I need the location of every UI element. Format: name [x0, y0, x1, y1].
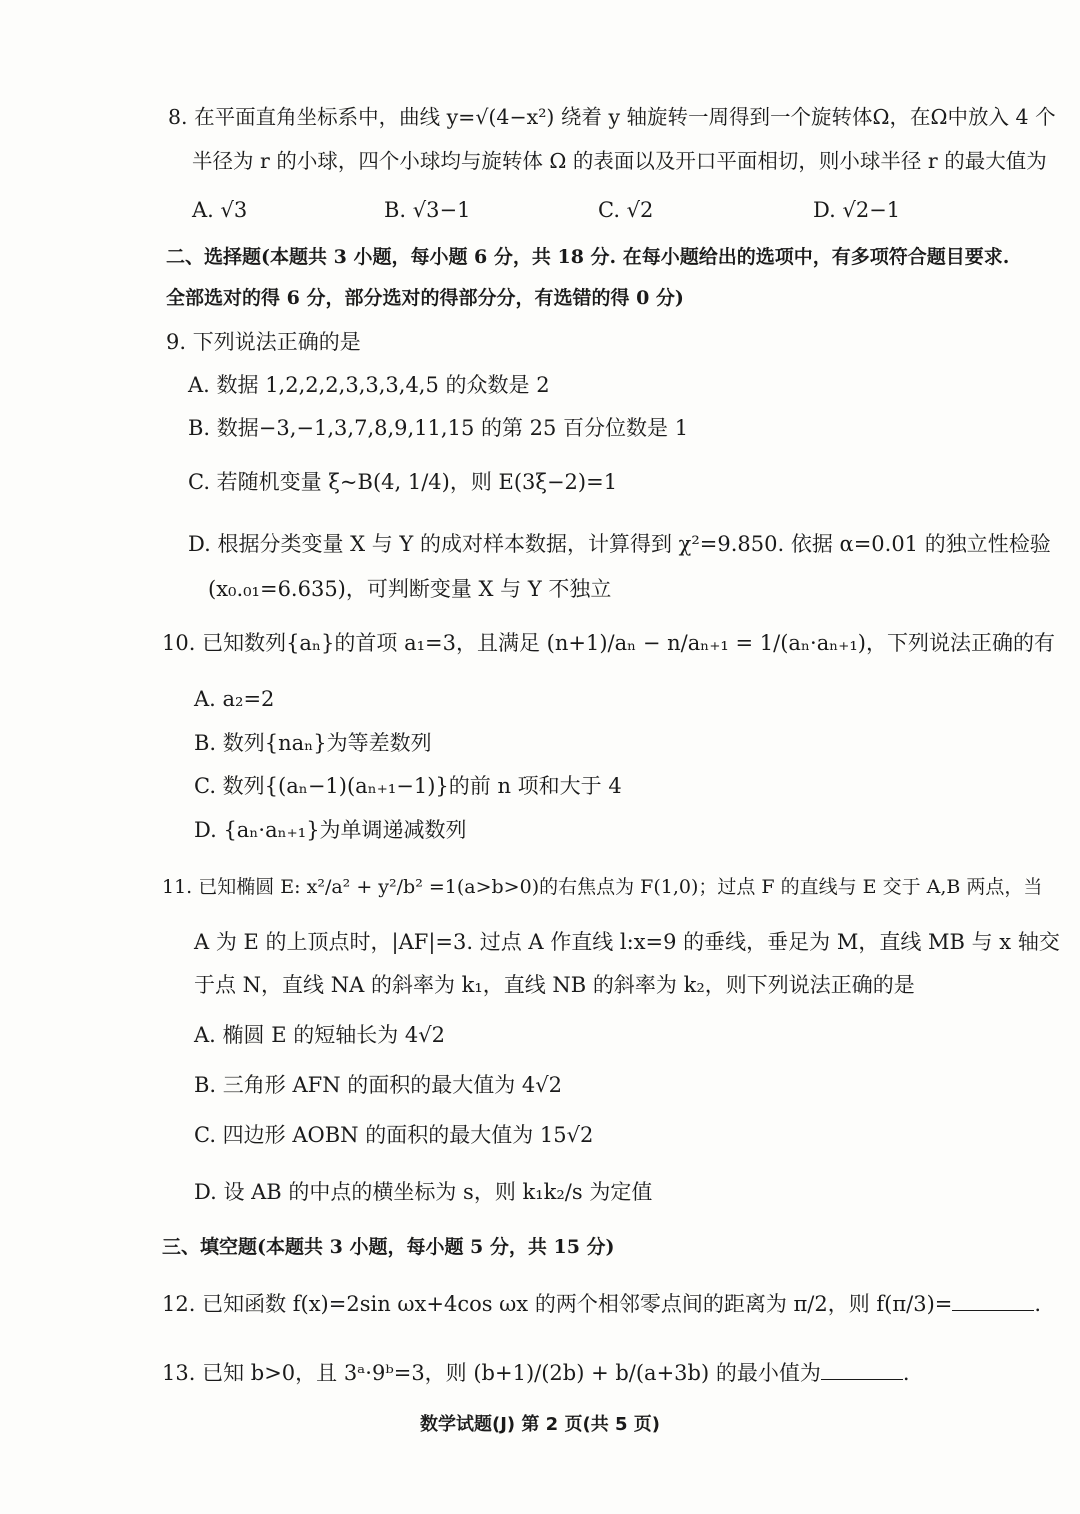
- q11-option-d: D. 设 AB 的中点的横坐标为 s，则 k₁k₂/s 为定值: [194, 1180, 653, 1204]
- q12-line: [162, 1288, 1041, 1319]
- q8-option-d: D. √2−1: [813, 198, 901, 222]
- q13-answer-blank[interactable]: [821, 1357, 903, 1380]
- q8-line2: 半径为 r 的小球，四个小球均与旋转体 Ω 的表面以及开口平面相切，则小球半径 r 的最大值为: [192, 149, 1047, 173]
- q13-end: .: [902, 1361, 910, 1385]
- q8-line1: 8. 在平面直角坐标系中，曲线 y=√(4−x²) 绕着 y 轴旋转一周得到一个旋转体Ω，在Ω中放入 4 个: [168, 105, 1056, 129]
- page-footer: 数学试题(J) 第 2 页(共 5 页): [420, 1414, 660, 1435]
- q9-option-b: B. 数据−3,−1,3,7,8,9,11,15 的第 25 百分位数是 1: [188, 416, 689, 440]
- q11-option-a: A. 椭圆 E 的短轴长为 4√2: [194, 1023, 445, 1047]
- q11-line3: 于点 N，直线 NA 的斜率为 k₁，直线 NB 的斜率为 k₂，则下列说法正确的是: [194, 973, 915, 997]
- section3-line1: 三、填空题(本题共 3 小题，每小题 5 分，共 15 分): [162, 1236, 615, 1258]
- q11-line1: 11. 已知椭圆 E: x²/a² + y²/b² =1(a>b>0)的右焦点为 F(1,0)；过点 F 的直线与 E 交于 A,B 两点，当: [162, 876, 1043, 898]
- q11-option-c: C. 四边形 AOBN 的面积的最大值为 15√2: [194, 1123, 594, 1147]
- q9-option-d-line2: (x₀.₀₁=6.635)，可判断变量 X 与 Y 不独立: [208, 577, 612, 601]
- q8-option-b: B. √3−1: [384, 198, 471, 222]
- q11-line2: A 为 E 的上顶点时，|AF|=3. 过点 A 作直线 l:x=9 的垂线，垂足为 M，直线 MB 与 x 轴交: [194, 930, 1060, 954]
- q9-option-c: C. 若随机变量 ξ~B(4, 1/4)，则 E(3ξ−2)=1: [188, 470, 618, 494]
- q9-stem: 9. 下列说法正确的是: [166, 330, 361, 354]
- q13-stem: 13. 已知 b>0，且 3ᵃ·9ᵇ=3，则 (b+1)/(2b) + b/(a+3b) 的最小值为: [162, 1361, 821, 1385]
- section2-line1: 二、选择题(本题共 3 小题，每小题 6 分，共 18 分. 在每小题给出的选项中，有多项符合题目要求.: [166, 246, 1010, 268]
- q11-option-b: B. 三角形 AFN 的面积的最大值为 4√2: [194, 1073, 563, 1097]
- q9-option-d-line1: D. 根据分类变量 X 与 Y 的成对样本数据，计算得到 χ²=9.850. 依据 α=0.01 的独立性检验: [188, 532, 1051, 556]
- q9-option-a: A. 数据 1,2,2,2,3,3,3,4,5 的众数是 2: [188, 373, 550, 397]
- q8-option-c: C. √2: [598, 198, 654, 222]
- section2-line2: 全部选对的得 6 分，部分选对的得部分分，有选错的得 0 分): [166, 287, 684, 309]
- q10-option-c: C. 数列{(aₙ−1)(aₙ₊₁−1)}的前 n 项和大于 4: [194, 774, 622, 798]
- q12-end: .: [1034, 1292, 1042, 1316]
- q12-stem: 12. 已知函数 f(x)=2sin ωx+4cos ωx 的两个相邻零点间的距离为 π/2，则 f(π/3)=: [162, 1292, 953, 1316]
- q12-answer-blank[interactable]: [952, 1288, 1034, 1311]
- q8-option-a: A. √3: [192, 198, 248, 222]
- q10-stem: 10. 已知数列{aₙ}的首项 a₁=3，且满足 (n+1)/aₙ − n/aₙ₊₁ = 1/(aₙ·aₙ₊₁)，下列说法正确的有: [162, 631, 1056, 655]
- q13-line: [162, 1357, 910, 1388]
- q10-option-a: A. a₂=2: [194, 687, 275, 711]
- q10-option-b: B. 数列{naₙ}为等差数列: [194, 731, 432, 755]
- q10-option-d: D. {aₙ·aₙ₊₁}为单调递减数列: [194, 818, 467, 842]
